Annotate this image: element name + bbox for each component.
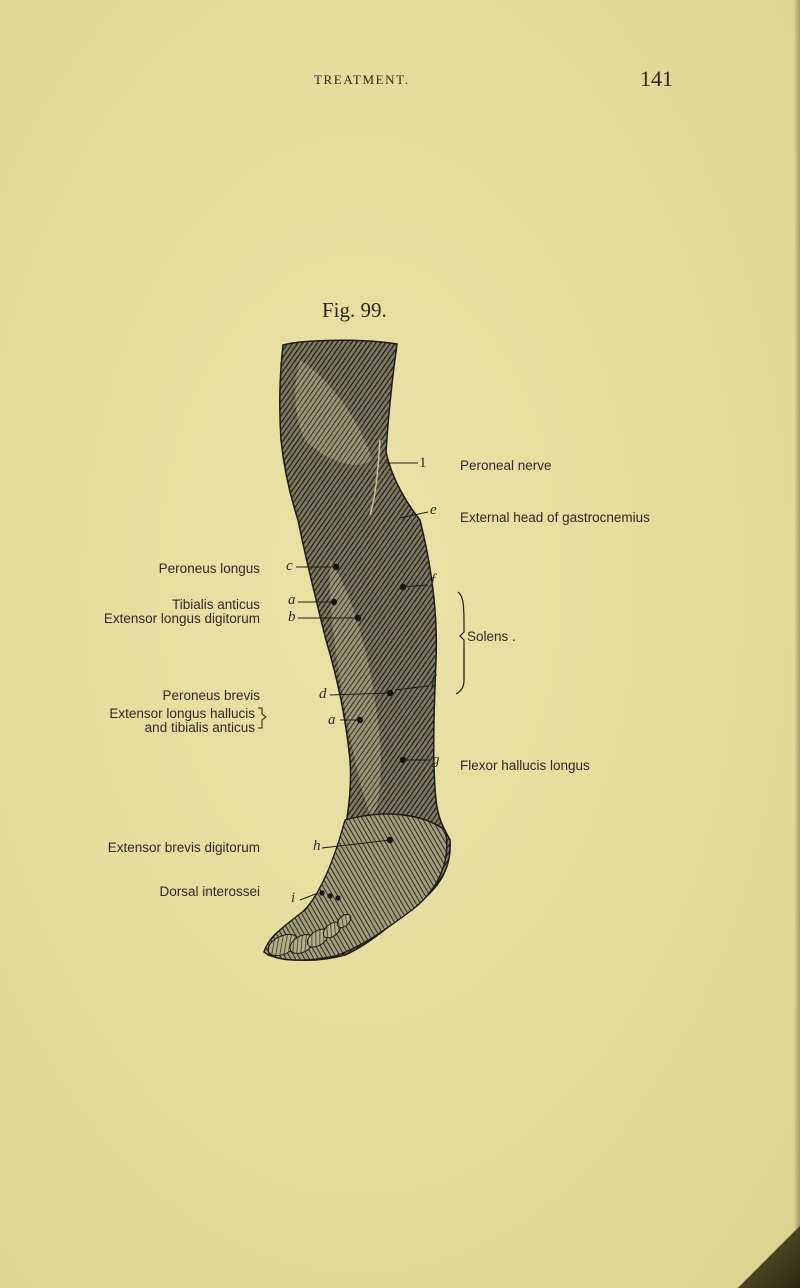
motor-point [400, 757, 406, 763]
letter-e: e [430, 502, 437, 518]
letter-c: c [286, 558, 293, 574]
label-extensor-brevis-digitorum: Extensor brevis digitorum [107, 840, 260, 855]
motor-point [400, 584, 406, 590]
letter-i: i [291, 890, 296, 906]
hallucis-bracket [258, 708, 266, 728]
motor-point [319, 890, 324, 895]
motor-point [333, 564, 339, 570]
label-dorsal-interossei: Dorsal interossei [159, 884, 260, 899]
motor-point [335, 895, 340, 900]
motor-point [387, 837, 393, 843]
label-peroneal-nerve: Peroneal nerve [460, 458, 552, 473]
letter-f-lower: f [431, 673, 436, 689]
letter-b: b [288, 609, 296, 625]
letter-f-upper: f [431, 572, 436, 588]
label-extensor-longus-digitorum: Extensor longus digitorum [103, 611, 260, 626]
running-head: TREATMENT. [314, 72, 410, 87]
letter-h: h [313, 838, 321, 854]
label-peroneus-longus: Peroneus longus [158, 561, 260, 576]
letter-g: g [432, 752, 440, 768]
label-and-tibialis-anticus: and tibialis anticus [144, 720, 255, 735]
motor-point [387, 690, 393, 696]
motor-point [357, 717, 363, 723]
letter-1: 1 [419, 455, 427, 471]
letter-a-lower: a [328, 712, 336, 728]
label-tibialis-anticus: Tibialis anticus [171, 597, 260, 612]
page-number: 141 [640, 66, 673, 91]
label-external-head-gastrocnemius: External head of gastrocnemius [460, 510, 650, 525]
motor-point [331, 599, 337, 605]
letter-d: d [319, 686, 327, 702]
label-peroneus-brevis: Peroneus brevis [162, 688, 260, 703]
label-extensor-longus-hallucis: Extensor longus hallucis [109, 706, 255, 721]
label-soleus: Solens . [467, 629, 516, 644]
soleus-bracket [456, 592, 464, 694]
motor-point [355, 615, 361, 621]
label-flexor-hallucis-longus: Flexor hallucis longus [460, 758, 590, 773]
letter-a: a [288, 592, 296, 608]
motor-point [327, 893, 332, 898]
figure-title: Fig. 99. [322, 298, 387, 322]
